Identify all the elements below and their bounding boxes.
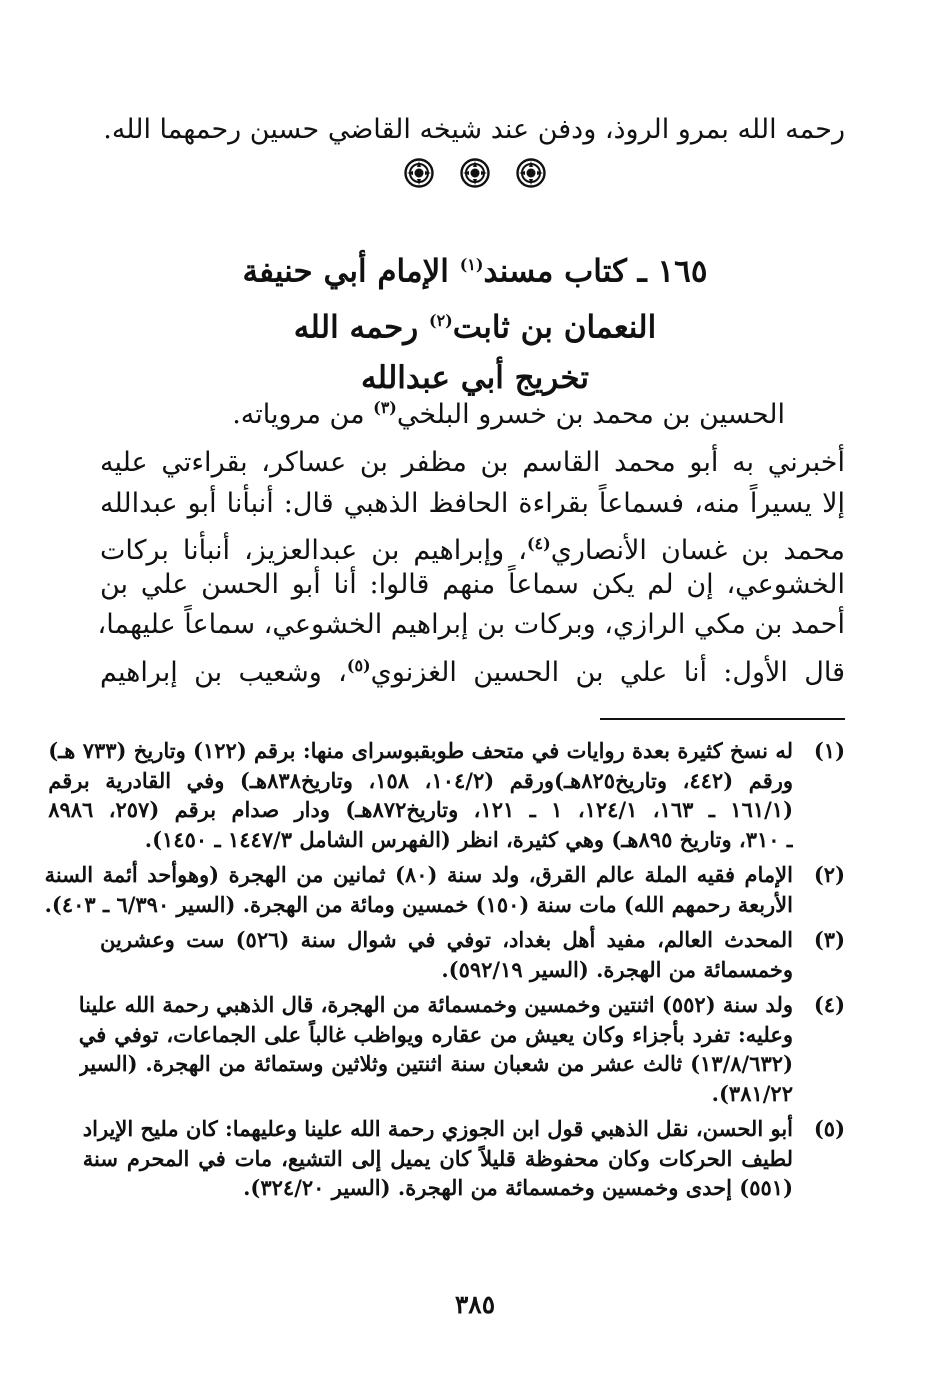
chapter-title — [0, 240, 950, 403]
title-line-2: النعمان بن ثابت$^{(٢)}$ رحمه الله — [293, 309, 657, 346]
footnote-separator — [600, 718, 845, 720]
rosette-ornament-icon — [516, 158, 546, 188]
footnote-ref-2: (٢) — [429, 311, 453, 331]
footnote-line: ولد سنة (٥٥٢) اثنتين وخمسين وخمسمائة من الهجرة، قال الذهبي رحمة الله علينا — [78, 992, 793, 1017]
text-line: أخبرني به أبو محمد القاسم بن مظفر بن عساكر، بقراءتي عليه — [100, 447, 845, 478]
footnote-line: الأربعة رحمهم الله) مات سنة (١٥٠) خمسين ومائة من الهجرة. (السير ٦/٣٩٠ ـ ٤٠٣). — [44, 891, 793, 917]
text-line: أحمد بن مكي الرازي، وبركات بن إبراهيم الخشوعي، سماعاً عليهما، — [97, 609, 845, 640]
footnote-3 — [100, 925, 845, 984]
section-divider-ornaments — [0, 158, 950, 188]
footnote-line: وخمسمائة من الهجرة. (السير ٥٩٢/١٩). — [441, 956, 793, 982]
lead-line: الحسين بن محمد بن خسرو البلخي$^{(٣)}$ من مروياته. — [232, 398, 785, 430]
text-line: الخشوعي، إن لم يكن سماعاً منهم قالوا: أنا أبو الحسن علي بن — [100, 568, 845, 600]
title-line-1: ١٦٥ ـ كتاب مسند$^{(١)}$ الإمام أبي حنيفة — [242, 253, 708, 290]
footnote-line: (٥٥١) إحدى وخمسين وخمسمائة من الهجرة. (السير ٣٢٤/٢٠). — [243, 1175, 793, 1200]
footnote-line: (١٣/٨/٦٣٢) ثالث عشر من شعبان سنة اثنتين وثلاثين وستمائة من الهجرة. (السير — [78, 1051, 793, 1076]
rosette-ornament-icon — [460, 158, 490, 188]
footnote-number: (٤) — [813, 992, 845, 1017]
footnote-line: له نسخ كثيرة بعدة روايات في متحف طوبقبوسراى منها: برقم (١٢٢) وتاريخ (٧٣٣ هـ) — [48, 738, 793, 763]
text-line: قال الأول: أنا علي بن الحسين الغزنوي$^{(٥)}$، وشعيب بن إبراهيم — [100, 655, 846, 688]
footnote-line: ورقم (٤٤٢، وتاريخ٨٢٥هـ)ورقم (١٠٤/٢، ١٥٨، وتاريخ٨٣٨هـ) وفي القادرية برقم — [48, 767, 793, 793]
footnote-number: (٥) — [813, 1116, 845, 1141]
footnote-1 — [48, 736, 845, 854]
footnote-line: ـ ٣١٠، وتاريخ ٨٩٥هـ) وهي كثيرة، انظر (الفهرس الشامل ١٤٤٧/٣ ـ ١٤٥٠). — [144, 826, 793, 852]
text-line: محمد بن غسان الأنصاري$^{(٤)}$، وإبراهيم بن عبدالعزيز، أنبأنا بركات — [100, 534, 845, 566]
footnote-4 — [78, 990, 845, 1108]
continuation-line: رحمه الله بمرو الروذ، ودفن عند شيخه القاضي حسين رحمهما الله. — [103, 114, 845, 145]
footnote-ref-1: (١) — [459, 255, 484, 274]
page-number: ٣٨٥ — [454, 1290, 496, 1319]
footnotes — [44, 736, 845, 1209]
text-line: إلا يسيراً منه، فسماعاً بقراءة الحافظ الذهبي قال: أنبأنا أبو عبدالله — [100, 487, 845, 519]
footnote-line: (١٦١/١ ـ ١٦٣، ١٢٤/١، ١ ـ ١٢١، وتاريخ٨٧٢هـ) ودار صدام برقم (٢٥٧، ٨٩٨٦ — [48, 797, 793, 822]
footnote-number: (٣) — [813, 927, 845, 952]
footnote-5 — [82, 1114, 845, 1203]
footnote-ref-3: (٣) — [373, 398, 397, 417]
footnote-ref-5: (٥) — [346, 655, 371, 675]
footnote-line: ٣٨١/٢٢). — [711, 1080, 793, 1106]
footnote-2 — [44, 860, 845, 919]
footnote-ref-4: (٤) — [526, 534, 551, 553]
title-line-3: تخريج أبي عبدالله — [360, 359, 590, 396]
rosette-ornament-icon — [404, 158, 434, 188]
footnote-number: (٢) — [813, 862, 845, 887]
footnote-line: الإمام فقيه الملة عالم القرق، ولد سنة (٨٠) ثمانين من الهجرة (وهوأحد أئمة السنة — [44, 862, 793, 887]
footnote-line: أبو الحسن، نقل الذهبي قول ابن الجوزي رحمة الله علينا وعليهما: كان مليح الإيراد — [82, 1116, 793, 1141]
main-text — [97, 443, 846, 688]
footnote-line: المحدث العالم، مفيد أهل بغداد، توفي في شوال سنة (٥٢٦) ست وعشرين — [100, 927, 793, 952]
footnote-line: لطيف الحركات وكان محفوظة قليلاً كان يميل إلى التشيع، مات في المحرم سنة — [82, 1145, 793, 1171]
footnote-line: وعليه: تفرد بأجزاء وكان يعيش من عقاره ويواظب غالباً على الجماعات، توفي في — [78, 1021, 793, 1047]
footnote-number: (١) — [813, 738, 845, 763]
